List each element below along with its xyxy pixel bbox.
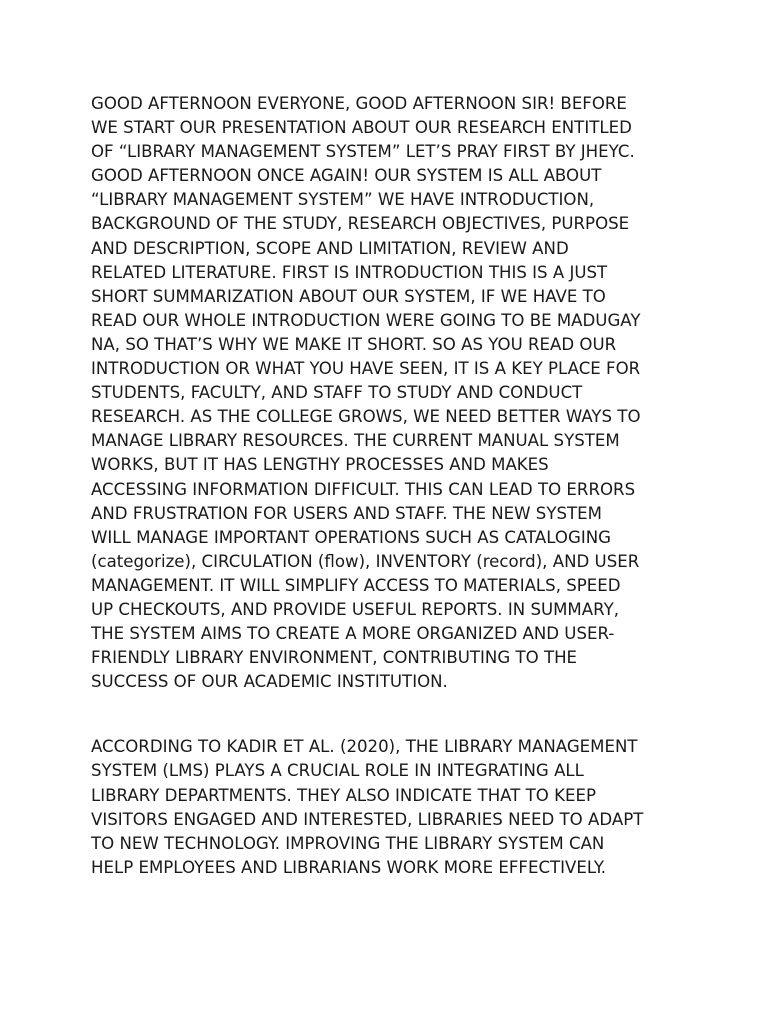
- text-line: SUCCESS OF OUR ACADEMIC INSTITUTION.: [91, 672, 448, 692]
- text-line: “LIBRARY MANAGEMENT SYSTEM” WE HAVE INTRODUCTION,: [91, 190, 595, 210]
- text-line: GOOD AFTERNOON EVERYONE, GOOD AFTERNOON SIR! BEFORE: [91, 94, 627, 113]
- text-line: BACKGROUND OF THE STUDY, RESEARCH OBJECTIVES, PURPOSE: [91, 214, 630, 234]
- text-line: SHORT SUMMARIZATION ABOUT OUR SYSTEM, IF WE HAVE TO: [91, 286, 606, 306]
- text-line: LIBRARY DEPARTMENTS. THEY ALSO INDICATE THAT TO KEEP: [91, 785, 596, 805]
- text-line: THE SYSTEM AIMS TO CREATE A MORE ORGANIZED AND USER-: [91, 624, 615, 644]
- text-line: RESEARCH. AS THE COLLEGE GROWS, WE NEED BETTER WAYS TO: [91, 407, 641, 427]
- text-line: ACCESSING INFORMATION DIFFICULT. THIS CAN LEAD TO ERRORS: [91, 479, 636, 499]
- text-line: (categorize), CIRCULATION (flow), INVENTORY (record), AND USER: [91, 551, 640, 571]
- text-line: MANAGE LIBRARY RESOURCES. THE CURRENT MANUAL SYSTEM: [91, 431, 620, 451]
- text-line: MANAGEMENT. IT WILL SIMPLIFY ACCESS TO MATERIALS, SPEED: [91, 575, 621, 595]
- text-line: WILL MANAGE IMPORTANT OPERATIONS SUCH AS CATALOGING: [91, 527, 611, 547]
- text-line: TO NEW TECHNOLOGY. IMPROVING THE LIBRARY SYSTEM CAN: [91, 833, 605, 853]
- text-line: NA, SO THAT’S WHY WE MAKE IT SHORT. SO AS YOU READ OUR: [91, 334, 617, 354]
- paragraph-literature-review: [91, 735, 691, 880]
- text-line: UP CHECKOUTS, AND PROVIDE USEFUL REPORTS. IN SUMMARY,: [91, 599, 619, 619]
- text-line: AND FRUSTRATION FOR USERS AND STAFF. THE NEW SYSTEM: [91, 503, 602, 523]
- text-line: ACCORDING TO KADIR ET AL. (2020), THE LIBRARY MANAGEMENT: [91, 737, 638, 757]
- paragraph-introduction: [91, 92, 691, 694]
- text-line: VISITORS ENGAGED AND INTERESTED, LIBRARIES NEED TO ADAPT: [91, 809, 644, 829]
- text-line: SYSTEM (LMS) PLAYS A CRUCIAL ROLE IN INTEGRATING ALL: [91, 761, 584, 781]
- paragraph-spacer: [91, 694, 691, 735]
- document-body: [91, 92, 691, 880]
- text-line: HELP EMPLOYEES AND LIBRARIANS WORK MORE EFFECTIVELY.: [91, 857, 606, 877]
- text-line: WE START OUR PRESENTATION ABOUT OUR RESEARCH ENTITLED: [91, 118, 632, 138]
- text-line: INTRODUCTION OR WHAT YOU HAVE SEEN, IT IS A KEY PLACE FOR: [91, 359, 641, 379]
- text-line: FRIENDLY LIBRARY ENVIRONMENT, CONTRIBUTING TO THE: [91, 648, 578, 668]
- text-line: READ OUR WHOLE INTRODUCTION WERE GOING TO BE MADUGAY: [91, 310, 641, 330]
- text-line: GOOD AFTERNOON ONCE AGAIN! OUR SYSTEM IS ALL ABOUT: [91, 166, 602, 186]
- text-line: WORKS, BUT IT HAS LENGTHY PROCESSES AND MAKES: [91, 455, 549, 475]
- text-line: RELATED LITERATURE. FIRST IS INTRODUCTION THIS IS A JUST: [91, 262, 608, 282]
- text-line: AND DESCRIPTION, SCOPE AND LIMITATION, REVIEW AND: [91, 238, 569, 258]
- text-line: OF “LIBRARY MANAGEMENT SYSTEM” LET’S PRAY FIRST BY JHEYC.: [91, 142, 635, 162]
- text-line: STUDENTS, FACULTY, AND STAFF TO STUDY AND CONDUCT: [91, 383, 583, 403]
